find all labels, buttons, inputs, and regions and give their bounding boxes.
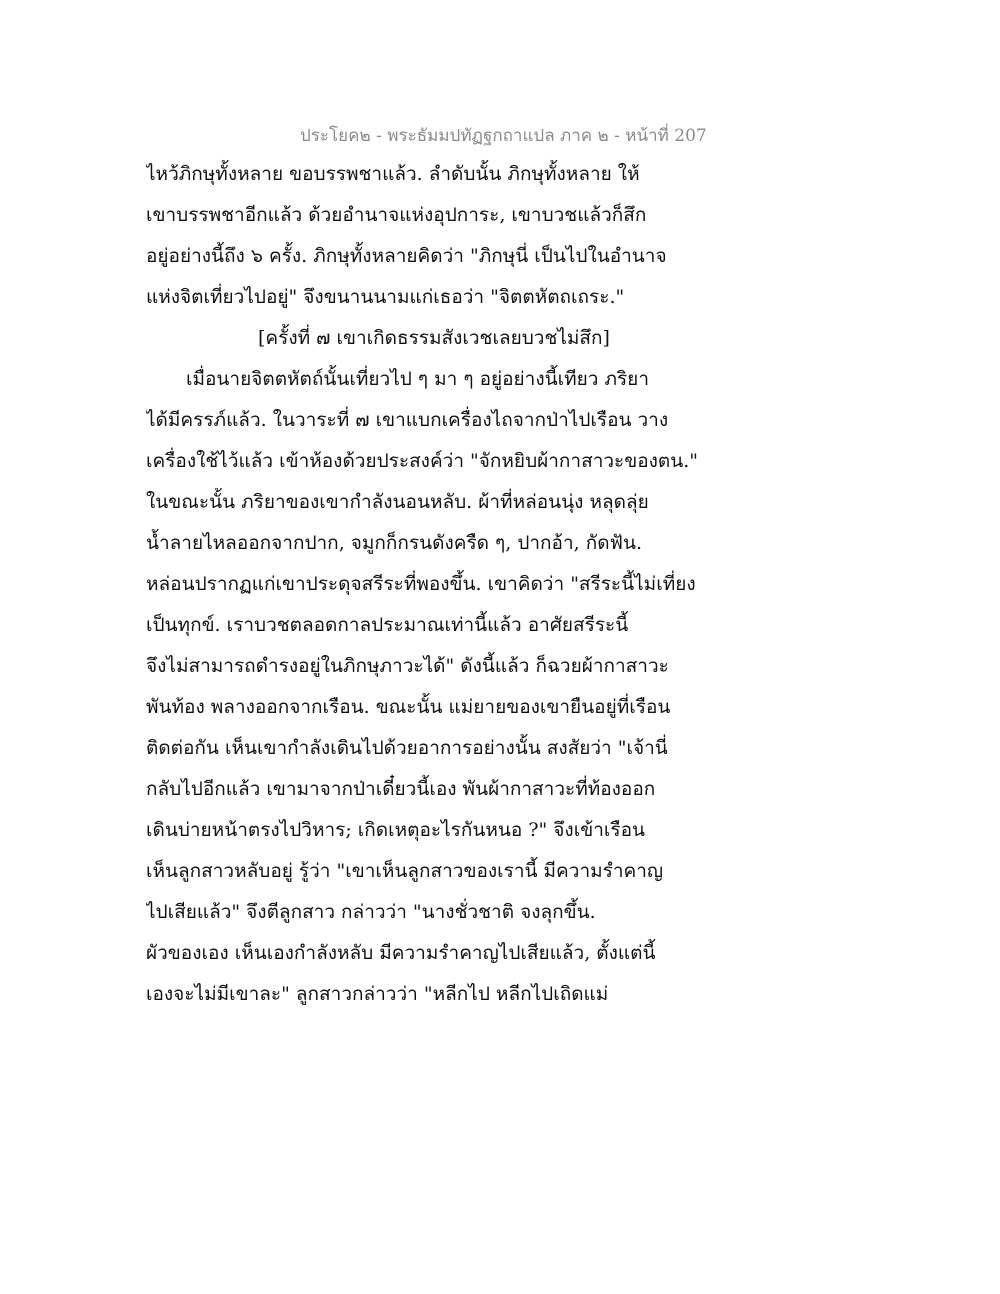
text-line: พันท้อง พลางออกจากเรือน. ขณะนั้น แม่ยายของเขายืนอยู่ที่เรือน xyxy=(146,696,671,718)
text-line: เมื่อนายจิตตหัตถ์นั้นเที่ยวไป ๆ มา ๆ อยู่อย่างนี้เทียว ภริยา xyxy=(186,368,649,390)
text-line: เขาบรรพชาอีกแล้ว ด้วยอำนาจแห่งอุปการะ, เขาบวชแล้วก็สึก xyxy=(146,204,647,226)
text-line: กลับไปอีกแล้ว เขามาจากป่าเดี๋ยวนี้เอง พันผ้ากาสาวะที่ท้องออก xyxy=(146,778,656,800)
text-line: อยู่อย่างนี้ถึง ๖ ครั้ง. ภิกษุทั้งหลายคิดว่า "ภิกษุนี่ เป็นไปในอำนาจ xyxy=(146,245,667,267)
body-text xyxy=(146,154,706,1015)
text-line: เห็นลูกสาวหลับอยู่ รู้ว่า "เขาเห็นลูกสาวของเรานี้ มีความรำคาญ xyxy=(146,860,664,882)
text-line: ในขณะนั้น ภริยาของเขากำลังนอนหลับ. ผ้าที่หล่อนนุ่ง หลุดลุ่ย xyxy=(146,491,649,513)
text-line: ไปเสียแล้ว" จึงตีลูกสาว กล่าวว่า "นางชั่วชาติ จงลุกขึ้น. xyxy=(146,901,596,923)
text-line: หล่อนปรากฏแก่เขาประดุจสรีระที่พองขึ้น. เขาคิดว่า "สรีระนี้ไม่เที่ยง xyxy=(146,573,696,595)
text-line: น้ำลายไหลออกจากปาก, จมูกก็กรนดังครืด ๆ, ปากอ้า, กัดฟัน. xyxy=(146,532,643,554)
text-line: เป็นทุกข์. เราบวชตลอดกาลประมาณเท่านี้แล้ว อาศัยสรีระนี้ xyxy=(146,614,629,636)
text-line: เดินบ่ายหน้าตรงไปวิหาร; เกิดเหตุอะไรกันหนอ ?" จึงเข้าเรือน xyxy=(146,819,645,841)
text-line: แห่งจิตเที่ยวไปอยู่" จึงขนานนามแก่เธอว่า "จิตตหัตถเถระ." xyxy=(146,286,625,308)
text-line: ผัวของเอง เห็นเองกำลังหลับ มีความรำคาญไปเสียแล้ว, ตั้งแต่นี้ xyxy=(146,942,656,964)
text-line: เครื่องใช้ไว้แล้ว เข้าห้องด้วยประสงค์ว่า "จักหยิบผ้ากาสาวะของตน." xyxy=(146,450,699,472)
text-line: ติดต่อกัน เห็นเขากำลังเดินไปด้วยอาการอย่างนั้น สงสัยว่า "เจ้านี่ xyxy=(146,737,668,759)
text-line: ได้มีครรภ์แล้ว. ในวาระที่ ๗ เขาแบกเครื่องไถจากป่าไปเรือน วาง xyxy=(146,409,669,431)
page-header: ประโยค๒ - พระธัมมปทัฏฐกถาแปล ภาค ๒ - หน้าที่ 207 xyxy=(300,126,707,146)
text-line: ไหว้ภิกษุทั้งหลาย ขอบรรพชาแล้ว. ลำดับนั้น ภิกษุทั้งหลาย ให้ xyxy=(146,163,640,185)
text-line: จึงไม่สามารถดำรงอยู่ในภิกษุภาวะได้" ดังนี้แล้ว ก็ฉวยผ้ากาสาวะ xyxy=(146,655,669,677)
text-line: เองจะไม่มีเขาละ" ลูกสาวกล่าวว่า "หลีกไป หลีกไปเถิดแม่ xyxy=(146,983,609,1005)
section-heading: [ครั้งที่ ๗ เขาเกิดธรรมสังเวชเลยบวชไม่สึก] xyxy=(258,327,610,349)
